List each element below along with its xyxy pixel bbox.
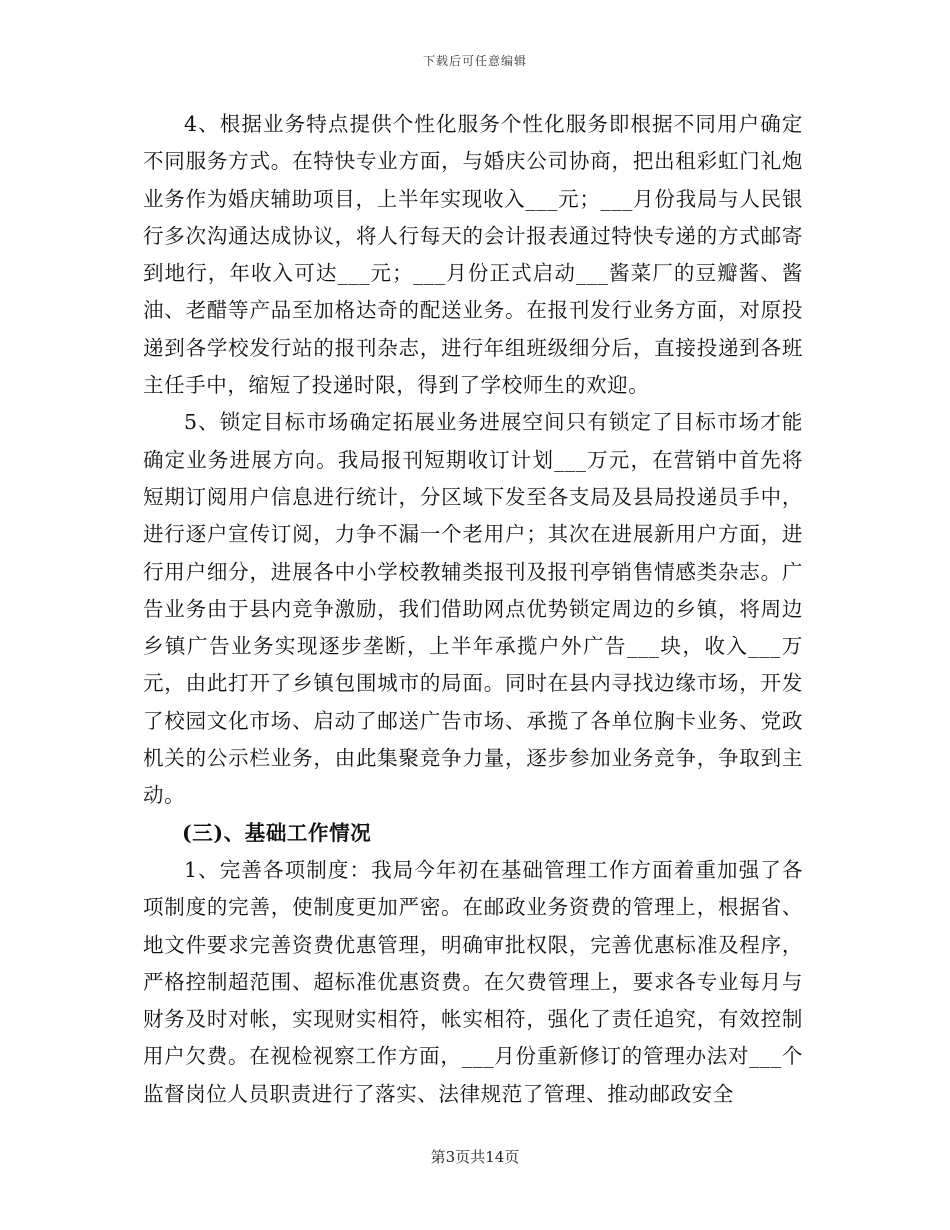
document-body	[143, 106, 803, 1113]
section-heading-basic-work: (三)、基础工作情况	[181, 820, 372, 845]
paragraph-item-4: 4、根据业务特点提供个性化服务个性化服务即根据不同用户确定不同服务方式。在特快专业方面，与婚庆公司协商，把出租彩虹门礼炮业务作为婚庆辅助项目，上半年实现收入___元；___月份我局与人民银行多次沟通达成协议，将人行每天的会计报表通过特快专递的方式邮寄到地行，年收入可达___元；___月份正式启动___酱菜厂的豆瓣酱、酱油、老醋等产品至加格达奇的配送业务。在报刊发行业务方面，对原投递到各学校发行站的报刊杂志，进行年组班级细分后，直接投递到各班主任手中，缩短了投递时限，得到了学校师生的欢迎。	[143, 112, 803, 398]
paragraph-item-5: 5、锁定目标市场确定拓展业务进展空间只有锁定了目标市场才能确定业务进展方向。我局报刊短期收订计划___万元，在营销中首先将短期订阅用户信息进行统计，分区域下发至各支局及县局投递员手中，进行逐户宣传订阅，力争不漏一个老用户；其次在进展新用户方面，进行用户细分，进展各中小学校教辅类报刊及报刊亭销售情感类杂志。广告业务由于县内竞争激励，我们借助网点优势锁定周边的乡镇，将周边乡镇广告业务实现逐步垄断，上半年承揽户外广告___块，收入___万元，由此打开了乡镇包围城市的局面。同时在县内寻找边缘市场，开发了校园文化市场、启动了邮送广告市场、承揽了各单位胸卡业务、党政机关的公示栏业务，由此集聚竞争力量，逐步参加业务竞争，争取到主动。	[143, 410, 803, 808]
paragraph-item-1-regulations: 1、完善各项制度：我局今年初在基础管理工作方面着重加强了各项制度的完善，使制度更加严密。在邮政业务资费的管理上，根据省、地文件要求完善资费优惠管理，明确审批权限，完善优惠标准及程序，严格控制超范围、超标准优惠资费。在欠费管理上，要求各专业每月与财务及时对帐，实现财实相符，帐实相符，强化了责任追究，有效控制用户欠费。在视检视察工作方面，___月份重新修订的管理办法对___个监督岗位人员职责进行了落实、法律规范了管理、推动邮政安全	[143, 857, 803, 1106]
page-number: 第3页共14页	[430, 1148, 520, 1166]
page-header-note: 下载后可任意编辑	[422, 54, 527, 68]
